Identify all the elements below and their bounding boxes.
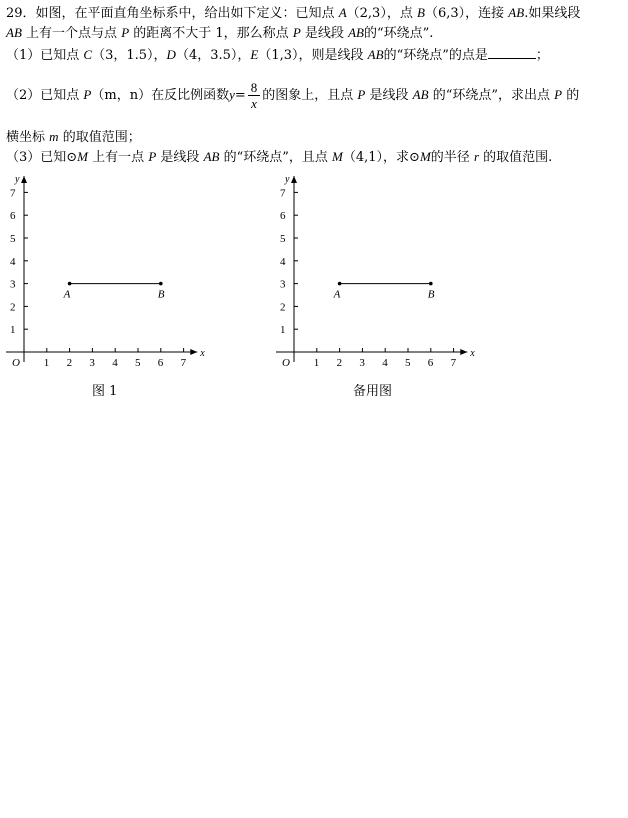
point-b-label: B <box>157 288 165 301</box>
point-m-coord: （4,1），求⊙ <box>342 150 420 165</box>
x-tick-label: 1 <box>43 357 50 369</box>
y-tick-label: 7 <box>10 187 16 200</box>
y-tick-label: 3 <box>10 278 16 291</box>
origin-label: O <box>12 357 20 369</box>
coordinate-figure-1 <box>0 170 210 375</box>
function-equals: = <box>234 88 246 103</box>
part3-text: 的半径 <box>430 150 470 165</box>
y-tick-label: 5 <box>10 233 16 245</box>
part3-question: 的取值范围. <box>483 150 553 165</box>
point-a-label: A <box>63 288 71 301</box>
x-tick-label: 6 <box>157 357 164 369</box>
x-tick-label: 3 <box>359 357 365 369</box>
point-b <box>429 282 433 286</box>
y-axis-arrow <box>291 176 297 183</box>
coordinate-figure-2 <box>270 170 480 375</box>
x-tick-label: 3 <box>89 357 95 369</box>
figure-1-caption: 图 1 <box>92 384 118 399</box>
point-d-coord: （4，3.5）， <box>175 48 251 63</box>
problem-definition: 的“环绕点”. <box>363 26 434 41</box>
y-axis-label: y <box>15 174 20 185</box>
x-tick-label: 5 <box>135 357 141 369</box>
y-tick-label: 7 <box>280 187 286 200</box>
problem-connect: ，连接 <box>465 6 505 21</box>
segment-label: AB <box>412 87 429 102</box>
point-b <box>159 282 163 286</box>
point-p-label: P <box>292 25 301 40</box>
problem-text: 是线段 <box>304 26 344 41</box>
part1-prefix: （1）已知点 <box>6 48 80 63</box>
part2 <box>6 78 579 113</box>
segment-label: AB <box>6 25 22 40</box>
y-tick-label: 3 <box>280 278 286 291</box>
y-tick-label: 1 <box>280 324 286 337</box>
x-tick-label: 2 <box>336 357 343 369</box>
point-a <box>68 282 72 286</box>
x-tick-label: 1 <box>313 357 320 369</box>
part2-question: 的取值范围； <box>62 130 141 145</box>
point-p-label: P <box>554 87 563 102</box>
fraction-numerator: 8 <box>248 80 261 96</box>
point-a-label: A <box>338 5 347 20</box>
segment-label: AB <box>508 5 525 20</box>
point-e-coord: （1,3），则是线段 <box>258 48 364 63</box>
y-axis-label: y <box>285 174 290 185</box>
part2-text: 的 <box>566 88 580 103</box>
y-tick-label: 1 <box>10 324 16 337</box>
part3-text: 上有一点 <box>92 150 145 165</box>
y-tick-label: 2 <box>280 301 286 314</box>
part2-text: 的图象上，且点 <box>262 88 354 103</box>
problem-intro: 如图，在平面直角坐标系中，给出如下定义：已知点 <box>35 6 335 21</box>
segment-label: AB <box>203 149 220 164</box>
x-axis-arrow <box>460 349 467 355</box>
point-m-label: M <box>332 149 343 164</box>
answer-blank[interactable] <box>488 46 536 59</box>
problem-text: 的距离不大于 1，那么称点 <box>133 26 289 41</box>
x-axis-label: x <box>200 348 205 359</box>
point-p-label: P <box>357 87 366 102</box>
part1 <box>6 46 549 65</box>
x-axis-arrow <box>190 349 197 355</box>
y-tick-label: 5 <box>280 233 286 245</box>
point-p-coord: （m，n）在反比例函数 <box>91 88 230 103</box>
x-tick-label: 5 <box>405 357 411 369</box>
y-tick-label: 6 <box>10 210 16 223</box>
point-a <box>338 282 342 286</box>
point-a-label: A <box>333 288 341 301</box>
variable-m: m <box>49 129 59 144</box>
part3 <box>6 148 552 167</box>
segment-label: AB <box>367 47 384 62</box>
y-tick-label: 4 <box>280 255 286 268</box>
circle-m-label: M <box>419 149 431 164</box>
part1-end: ； <box>535 48 549 63</box>
point-b-label: B <box>427 288 435 301</box>
part2-prefix: （2）已知点 <box>6 88 80 103</box>
part3-text: 是线段 <box>160 150 200 165</box>
figure-2-caption: 备用图 <box>353 384 393 399</box>
point-b-coord: （6,3） <box>424 6 466 21</box>
point-p-label: P <box>121 25 130 40</box>
x-tick-label: 4 <box>112 357 118 369</box>
point-c-coord: （3，1.5）， <box>92 48 167 63</box>
circle-m-label: M <box>77 149 89 164</box>
variable-r: r <box>473 149 480 164</box>
problem-number: 29． <box>6 6 36 21</box>
x-tick-label: 6 <box>427 357 434 369</box>
part2-line-2 <box>6 128 141 147</box>
origin-label: O <box>282 357 290 369</box>
y-tick-label: 6 <box>280 210 286 223</box>
y-tick-label: 4 <box>10 255 16 268</box>
problem-line-1 <box>6 4 580 23</box>
point-p-label: P <box>148 149 157 164</box>
x-axis-label: x <box>470 348 475 359</box>
problem-text: 上有一个点与点 <box>26 26 118 41</box>
x-tick-label: 7 <box>450 357 457 369</box>
y-axis-arrow <box>21 176 27 183</box>
part1-question: 的“环绕点”的点是 <box>383 48 488 63</box>
problem-line-2 <box>6 24 433 43</box>
problem-sep: ，点 <box>386 6 413 21</box>
part3-prefix: （3）已知⊙ <box>6 150 78 165</box>
point-c-label: C <box>83 47 93 62</box>
x-tick-label: 7 <box>180 357 187 369</box>
x-tick-label: 2 <box>66 357 73 369</box>
function-fraction <box>248 80 261 111</box>
point-b-label: B <box>417 5 425 20</box>
point-p-label: P <box>83 87 92 102</box>
part2-text: 的“环绕点”，求出点 <box>432 88 550 103</box>
part3-text: 的“环绕点”，且点 <box>223 150 328 165</box>
fraction-denominator: x <box>251 96 257 111</box>
part2-text: 是线段 <box>369 88 409 103</box>
function-y: y <box>229 87 235 102</box>
point-a-coord: （2,3） <box>346 6 387 21</box>
segment-label: AB <box>348 25 364 40</box>
point-d-label: D <box>166 47 176 62</box>
problem-condition: .如果线段 <box>524 6 581 21</box>
x-tick-label: 4 <box>382 357 388 369</box>
point-e-label: E <box>250 47 259 62</box>
y-tick-label: 2 <box>10 301 16 314</box>
part2-text: 横坐标 <box>6 130 46 145</box>
